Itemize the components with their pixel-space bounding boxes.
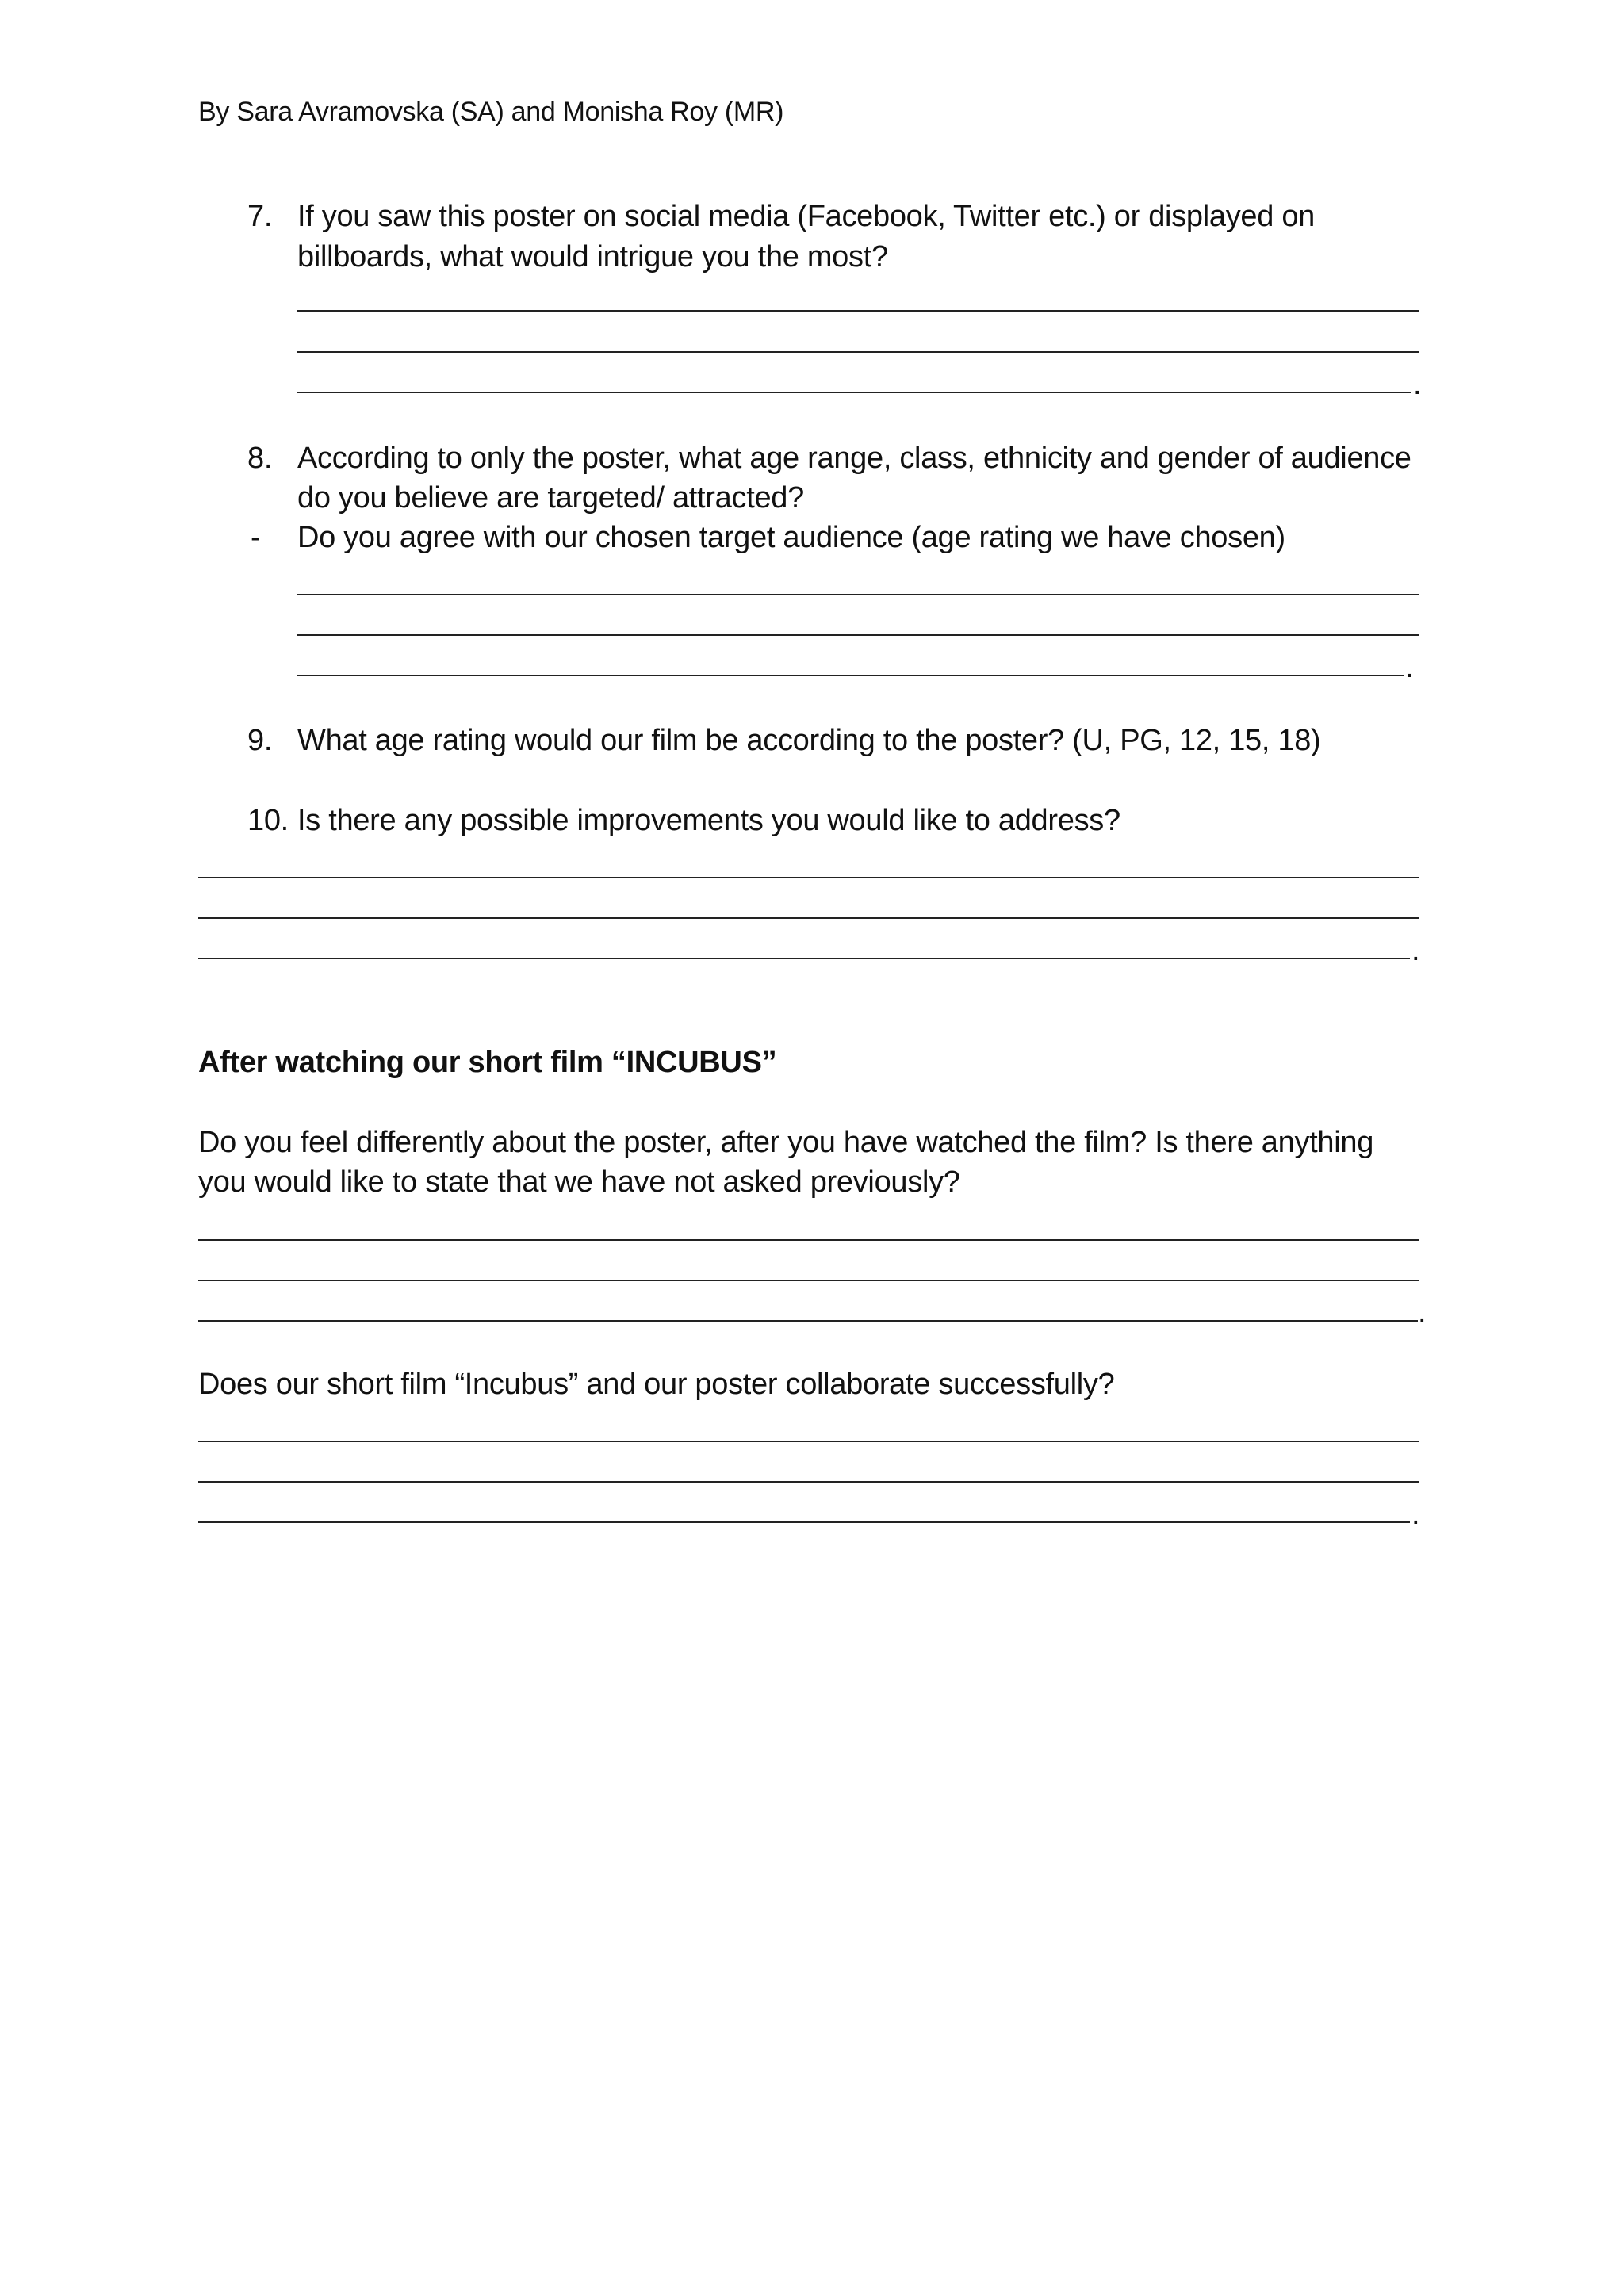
answer-line-q7-end-mark: .: [1413, 368, 1422, 401]
question-7-text-line-1: If you saw this poster on social media (Facebook, Twitter etc.) or displayed on: [297, 200, 1315, 233]
question-8-text-line-1: According to only the poster, what age range, class, ethnicity and gender of audience: [297, 442, 1411, 475]
answer-line-q7-3[interactable]: [297, 392, 1411, 393]
answer-line-q8-2[interactable]: [297, 634, 1419, 636]
question-10-text: Is there any possible improvements you would like to address?: [297, 804, 1120, 837]
answer-line-s1-end-mark: .: [1418, 1296, 1427, 1330]
answer-line-q8-3[interactable]: [297, 675, 1404, 676]
answer-line-s1-2[interactable]: [198, 1280, 1419, 1281]
answer-line-q10-2[interactable]: [198, 917, 1419, 919]
answer-line-s1-1[interactable]: [198, 1239, 1419, 1241]
question-7-text-line-2: billboards, what would intrigue you the most?: [297, 240, 888, 274]
answer-line-q10-3[interactable]: [198, 958, 1410, 959]
question-8-sub-marker: -: [251, 521, 261, 554]
question-9-text: What age rating would our film be according to the poster? (U, PG, 12, 15, 18): [297, 724, 1321, 757]
answer-line-q7-1[interactable]: [297, 310, 1419, 312]
question-7-number: 7.: [247, 200, 273, 233]
section-question-1-line-2: you would like to state that we have not asked previously?: [198, 1165, 960, 1199]
answer-line-q7-2[interactable]: [297, 351, 1419, 353]
section-question-1-line-1: Do you feel differently about the poster, after you have watched the film? Is there anything: [198, 1126, 1374, 1159]
question-8-text-line-2: do you believe are targeted/ attracted?: [297, 481, 804, 515]
answer-line-q8-end-mark: .: [1405, 651, 1414, 684]
answer-line-q10-1[interactable]: [198, 877, 1419, 878]
section-heading: After watching our short film “INCUBUS”: [198, 1046, 777, 1079]
answer-line-q10-end-mark: .: [1411, 934, 1420, 967]
question-8-number: 8.: [247, 442, 273, 475]
answer-line-s2-1[interactable]: [198, 1441, 1419, 1442]
section-question-2: Does our short film “Incubus” and our poster collaborate successfully?: [198, 1368, 1115, 1401]
page-header-authors: By Sara Avramovska (SA) and Monisha Roy (MR): [198, 97, 784, 127]
question-10-number: 10.: [247, 804, 289, 837]
answer-line-s1-3[interactable]: [198, 1320, 1418, 1322]
answer-line-q8-1[interactable]: [297, 594, 1419, 595]
question-9-number: 9.: [247, 724, 273, 757]
answer-line-s2-end-mark: .: [1411, 1498, 1420, 1531]
question-8-sub-text: Do you agree with our chosen target audience (age rating we have chosen): [297, 521, 1285, 554]
answer-line-s2-2[interactable]: [198, 1481, 1419, 1483]
answer-line-s2-3[interactable]: [198, 1521, 1410, 1523]
